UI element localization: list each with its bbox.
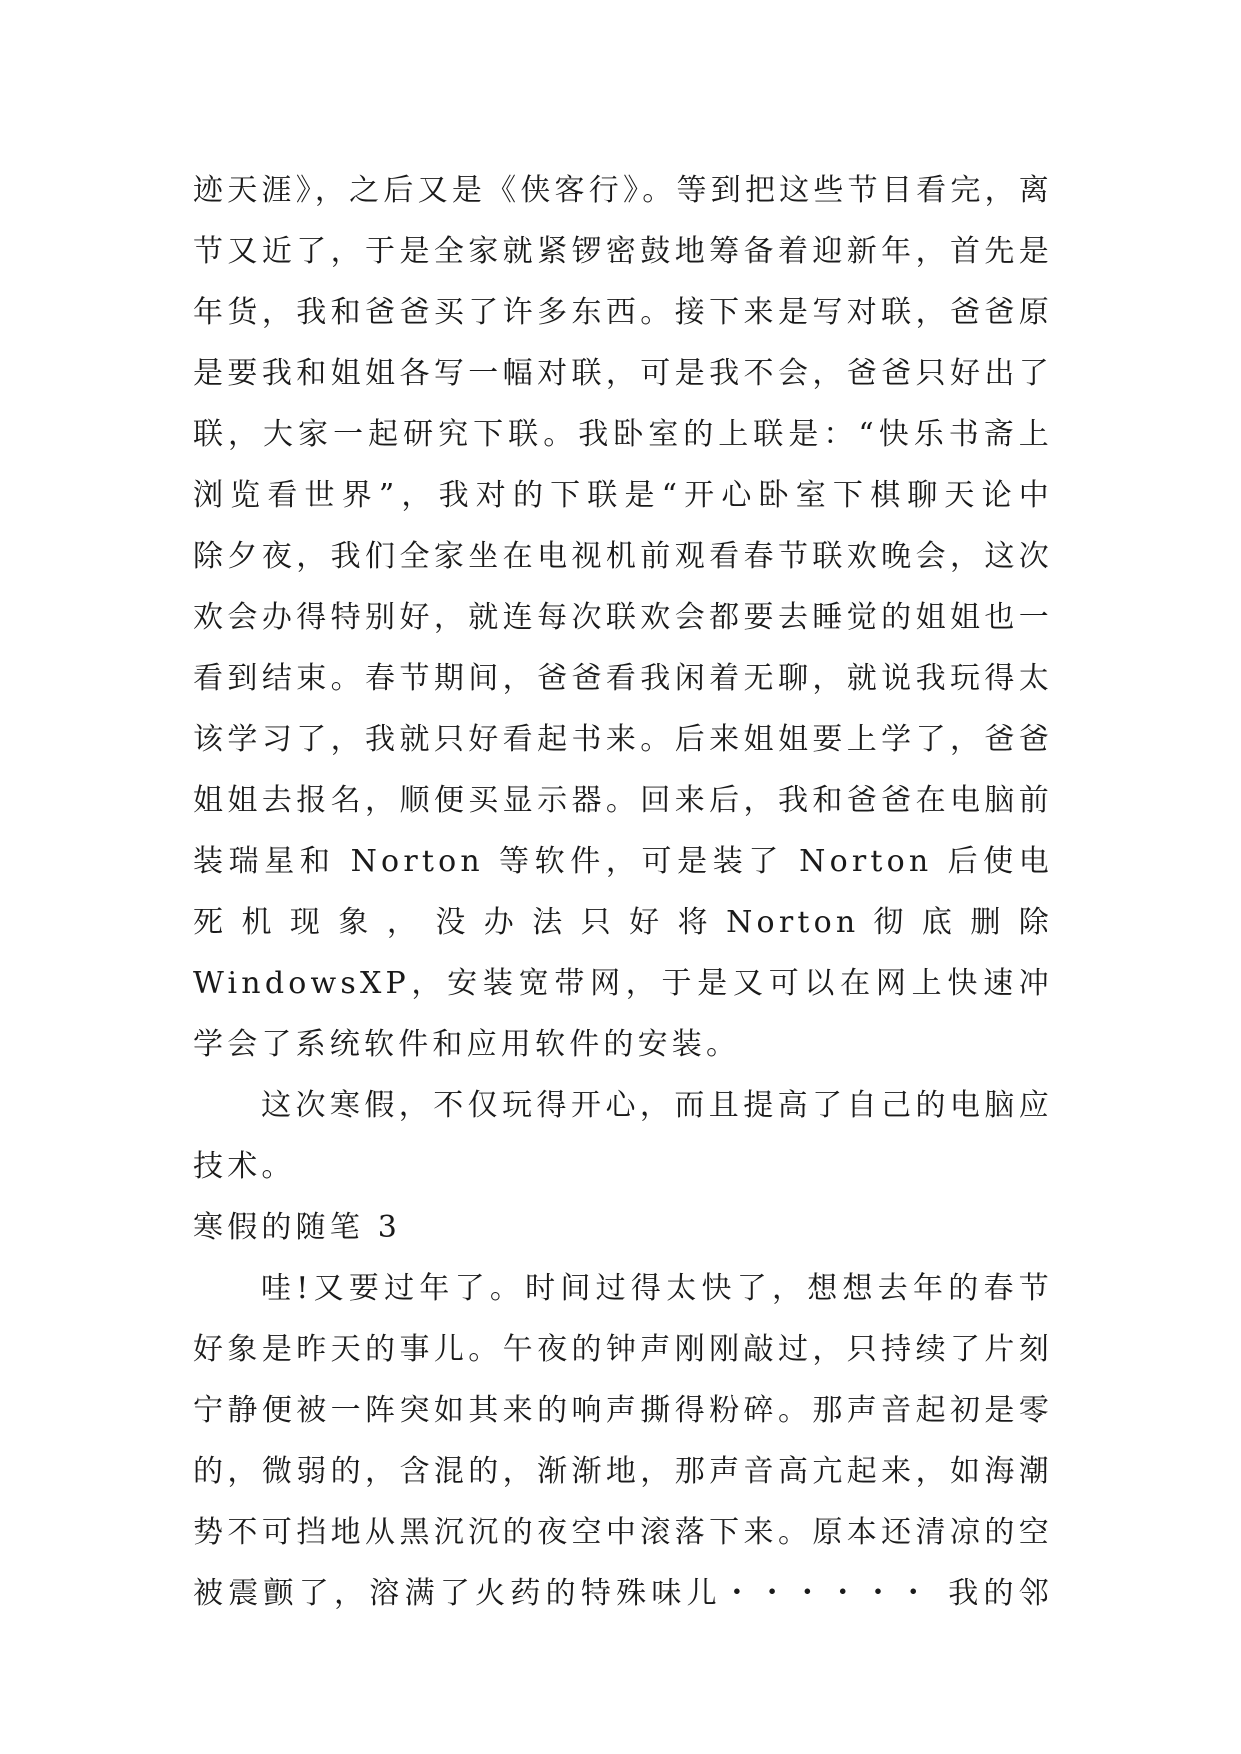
document-body — [193, 160, 1053, 1624]
text-line: 联，大家一起研究下联。我卧室的上联是：“快乐书斋上 — [193, 417, 1053, 452]
text-line: 该学习了，我就只好看起书来。后来姐姐要上学了，爸爸 — [193, 722, 1053, 757]
text-line: 姐姐去报名，顺便买显示器。回来后，我和爸爸在电脑前 — [193, 783, 1053, 818]
text-line: 好象是昨天的事儿。午夜的钟声刚刚敲过，只持续了片刻 — [193, 1332, 1053, 1367]
text-line: 技术。 — [193, 1149, 296, 1184]
text-line: 这次寒假，不仅玩得开心，而且提高了自己的电脑应 — [261, 1088, 1053, 1123]
text-line: 装瑞星和 Norton 等软件，可是装了 Norton 后使电 — [193, 844, 1053, 879]
text-line: 宁静便被一阵突如其来的响声撕得粉碎。那声音起初是零 — [193, 1393, 1053, 1428]
text-line: 学会了系统软件和应用软件的安装。 — [193, 1027, 741, 1062]
text-line: 的，微弱的，含混的，渐渐地，那声音高亢起来，如海潮 — [193, 1454, 1053, 1489]
text-line: 是要我和姐姐各写一幅对联，可是我不会，爸爸只好出了 — [193, 356, 1053, 391]
text-line: 看到结束。春节期间，爸爸看我闲着无聊，就说我玩得太 — [193, 661, 1053, 696]
paragraph-story-continuation — [193, 160, 1053, 1075]
paragraph-new-year — [193, 1258, 1053, 1624]
text-line: 欢会办得特别好，就连每次联欢会都要去睡觉的姐姐也一 — [193, 600, 1053, 635]
text-line: WindowsXP，安装宽带网，于是又可以在网上快速冲 — [193, 966, 1053, 1001]
section-heading: 寒假的随笔 3 — [193, 1210, 402, 1245]
paragraph-conclusion — [193, 1075, 1053, 1197]
text-line: 死 机 现 象 ， 没 办 法 只 好 将 Norton 彻 底 删 除 — [193, 905, 1053, 940]
text-line: 浏览看世界”，我对的下联是“开心卧室下棋聊天论中 — [193, 478, 1053, 513]
text-line: 迹天涯》，之后又是《侠客行》。等到把这些节目看完，离 — [193, 173, 1053, 208]
text-line: 节又近了，于是全家就紧锣密鼓地筹备着迎新年，首先是 — [193, 234, 1053, 269]
text-line: 被震颤了，溶满了火药的特殊味儿・・・・・・ 我的邻 — [193, 1576, 1053, 1611]
text-line: 哇!又要过年了。时间过得太快了，想想去年的春节 — [261, 1271, 1053, 1306]
text-line: 除夕夜，我们全家坐在电视机前观看春节联欢晚会，这次 — [193, 539, 1053, 574]
text-line: 势不可挡地从黑沉沉的夜空中滚落下来。原本还清凉的空 — [193, 1515, 1053, 1550]
text-line: 年货，我和爸爸买了许多东西。接下来是写对联，爸爸原 — [193, 295, 1053, 330]
